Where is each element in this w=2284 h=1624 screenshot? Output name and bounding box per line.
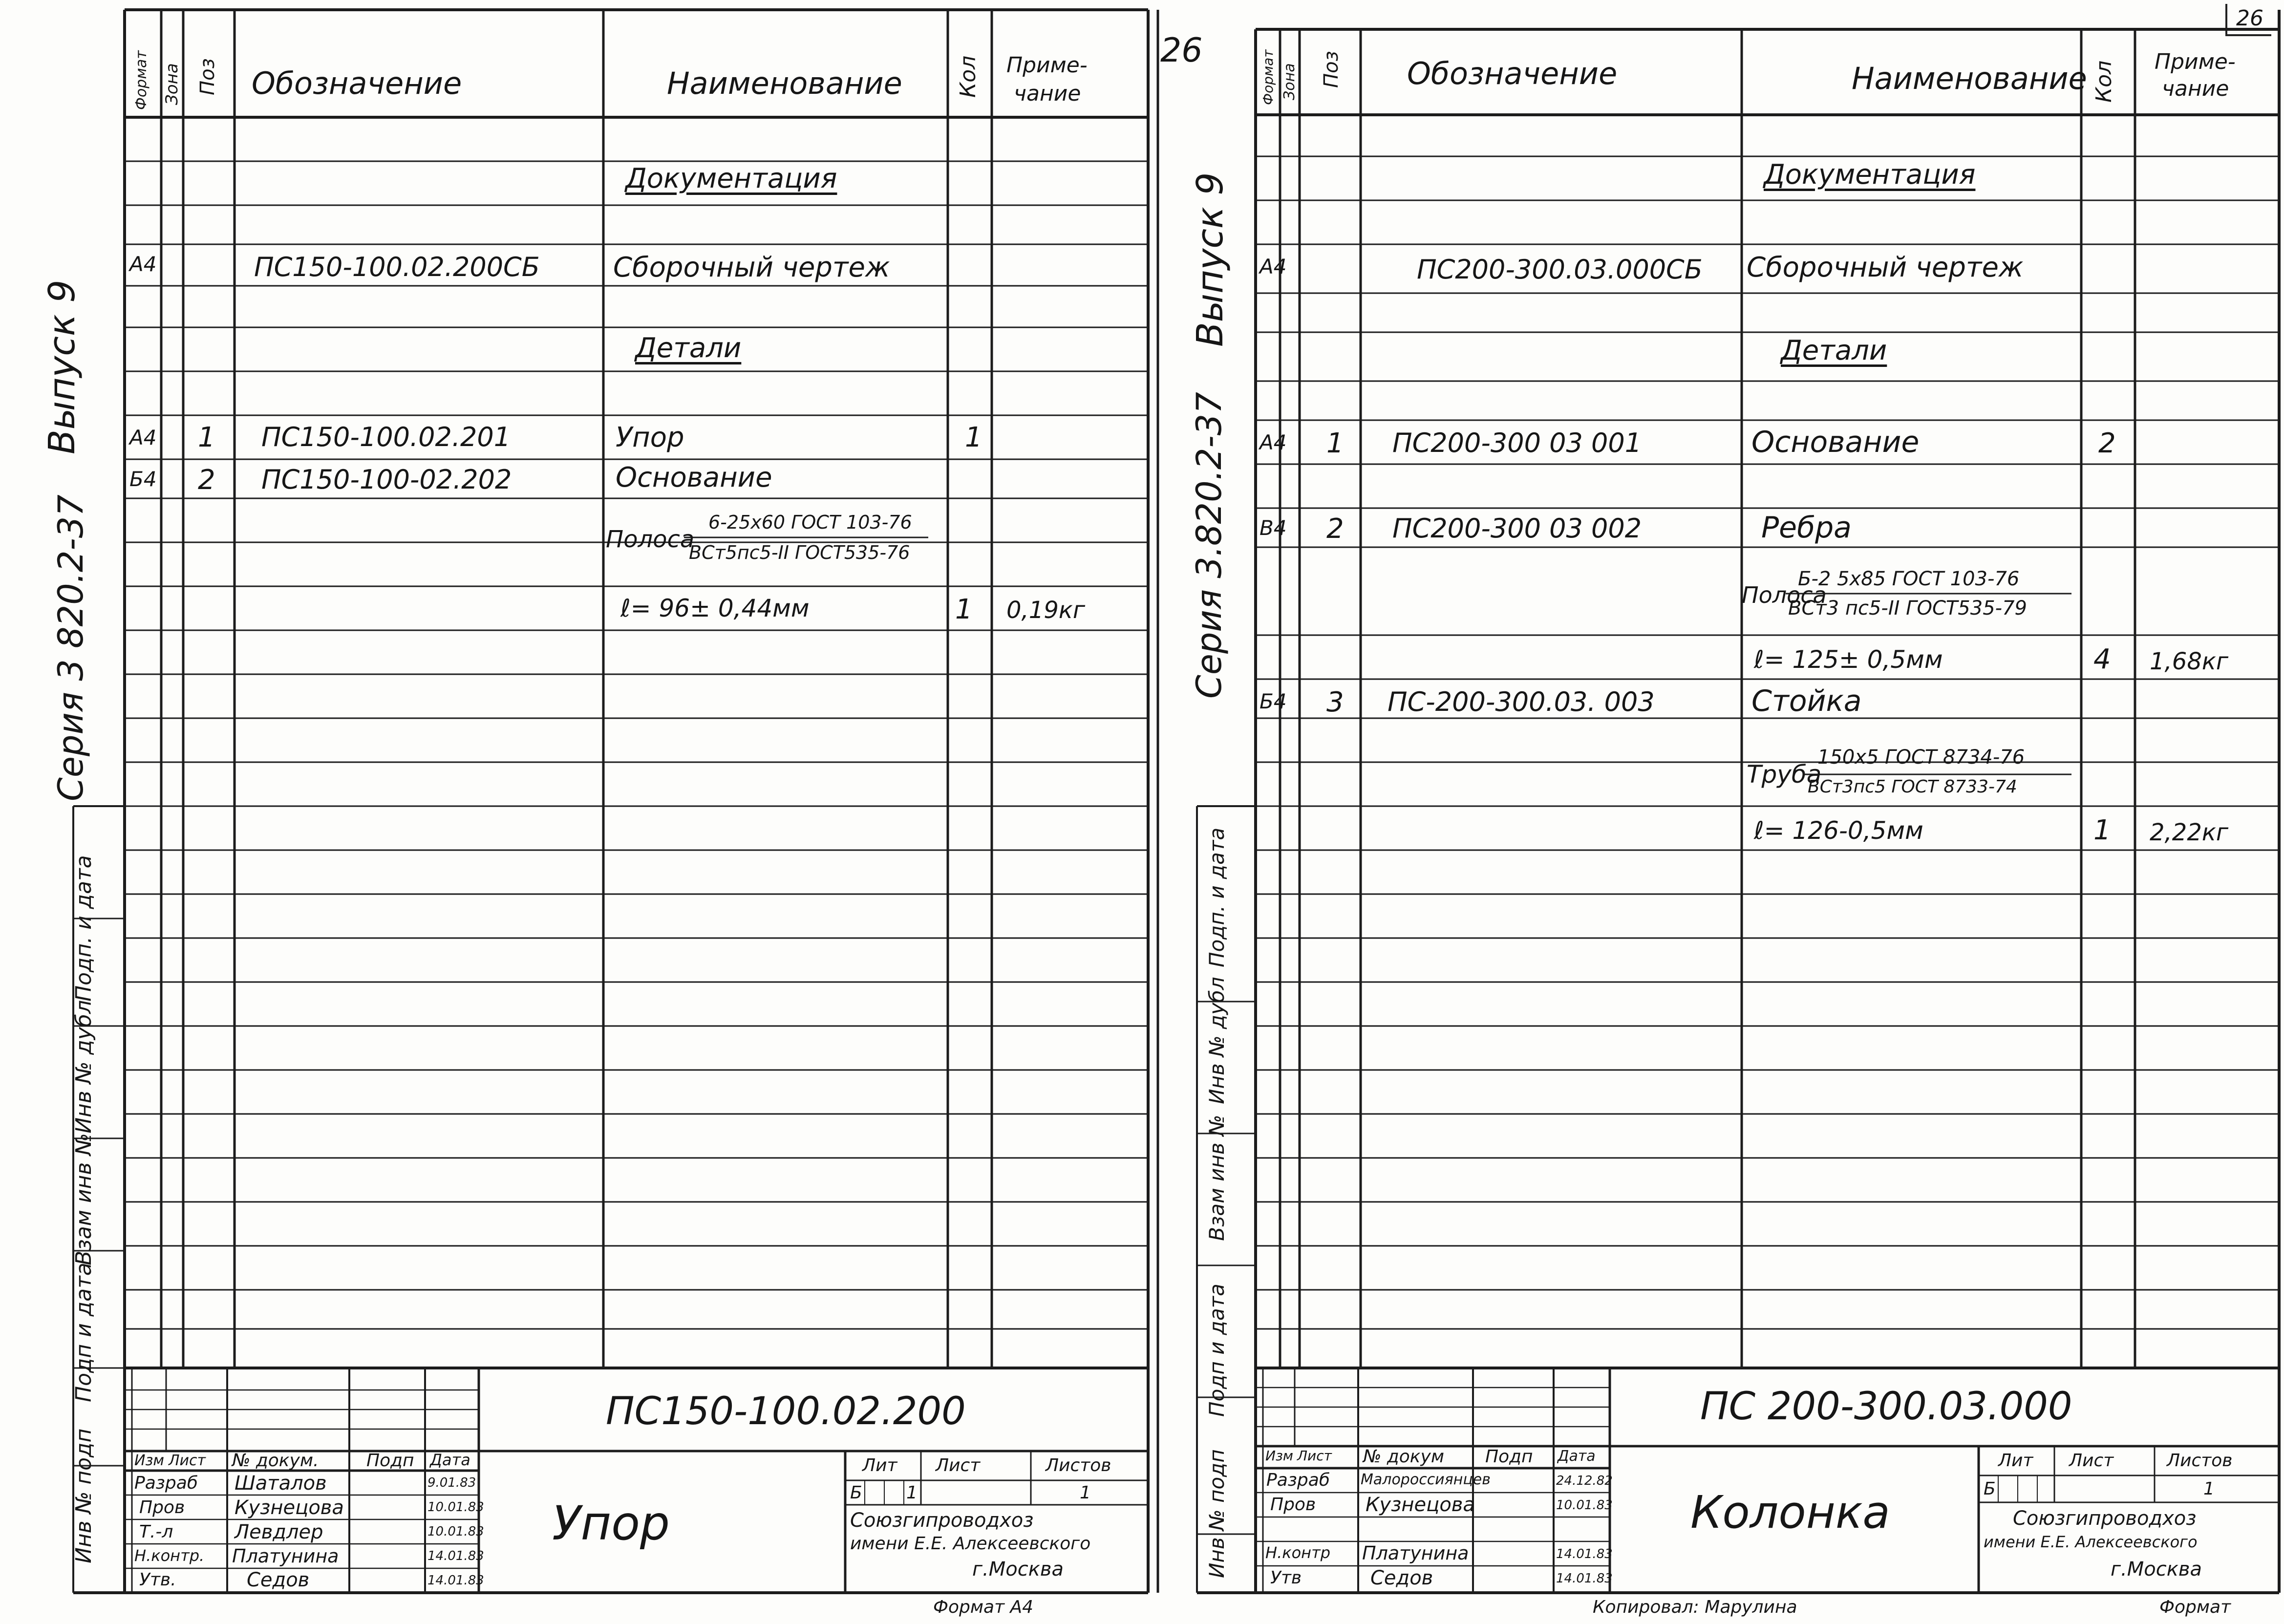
tb-role-1: Разраб xyxy=(134,1473,198,1493)
r-row-1-name: Основание xyxy=(1751,425,1920,459)
r-material2-bottom: ВСт3пс5 ГОСТ 8733-74 xyxy=(1808,777,2017,797)
tb-col-podp: Подп xyxy=(366,1451,414,1471)
r-row-2-designation: ПС200-300 03 002 xyxy=(1392,513,1642,544)
r-tb-role-1: Разраб xyxy=(1266,1470,1330,1490)
tb-date-4: 14.01.83 xyxy=(427,1549,484,1563)
row-1-qty: 1 xyxy=(965,422,982,453)
header-oboznachenie: Обозначение xyxy=(252,65,462,101)
tb-role-4: Н.контр. xyxy=(134,1546,205,1565)
vypusk-label-left: Выпуск 9 xyxy=(41,279,83,454)
r-tb-org-1: Союзгипроводхоз xyxy=(2013,1507,2197,1530)
tb-col-izm: Изм xyxy=(134,1452,165,1469)
r-tb-date-4: 14.01.83 xyxy=(1556,1547,1613,1561)
length-value: ℓ= 96± 0,44мм xyxy=(620,594,810,622)
tb-col-list: Лист xyxy=(169,1452,206,1469)
stamp-podp-data-2: Подп и дата xyxy=(71,1262,96,1402)
r-tb-date-2: 10.01.83 xyxy=(1556,1498,1613,1513)
tb-org-2: имени Е.Е. Алексеевского xyxy=(850,1534,1091,1554)
row-doc-format: А4 xyxy=(129,252,157,276)
r-length1: ℓ= 125± 0,5мм xyxy=(1754,645,1943,674)
r-row-3-format: Б4 xyxy=(1259,689,1287,713)
r-format-label: Формат xyxy=(2159,1597,2231,1617)
r-tb-col-izm: Изм xyxy=(1265,1448,1293,1464)
material-bottom: ВСт5пс5-II ГОСТ535-76 xyxy=(689,542,910,563)
r-tb-name-1: Малороссиянцев xyxy=(1361,1471,1491,1488)
stamp-inv-dubl-c: Инв № дубл xyxy=(1205,977,1229,1104)
r-row-1-poz: 1 xyxy=(1326,427,1344,459)
r-row-doc-designation: ПС200-300.03.000СБ xyxy=(1417,254,1703,285)
r-material1-word: Полоса xyxy=(1742,582,1827,608)
r-header-oboznachenie: Обозначение xyxy=(1407,56,1618,91)
r-length2-qty: 1 xyxy=(2093,814,2111,846)
r-tb-col-podp: Подп xyxy=(1485,1447,1533,1467)
r-tb-designation: ПС 200-300.03.000 xyxy=(1700,1385,2072,1429)
tb-designation: ПС150-100.02.200 xyxy=(606,1389,966,1433)
r-tb-date-5: 14.01.83 xyxy=(1556,1571,1613,1586)
stamp-vzam-inv: Взам инв № xyxy=(71,1133,96,1265)
r-tb-product-name: Колонка xyxy=(1690,1486,1890,1539)
r-row-1-format: А4 xyxy=(1259,430,1287,454)
header-format: Формат xyxy=(133,50,150,110)
r-length1-qty: 4 xyxy=(2093,643,2111,675)
r-material2-word: Труба xyxy=(1747,760,1822,789)
format-label: Формат А4 xyxy=(933,1597,1034,1617)
tb-name-2: Кузнецова xyxy=(235,1496,344,1519)
r-tb-col-list: Лист xyxy=(1297,1448,1332,1464)
r-header-naimenovanie: Наименование xyxy=(1852,61,2087,96)
r-row-3-poz: 3 xyxy=(1326,686,1344,718)
tb-list: Лист xyxy=(936,1455,981,1475)
r-tb-listov: Листов xyxy=(2167,1451,2233,1471)
r-header-zona: Зона xyxy=(1281,63,1298,100)
header-primechanie-2: чание xyxy=(1014,81,1081,106)
r-copied-by: Копировал: Марулина xyxy=(1593,1597,1797,1617)
r-row-1-designation: ПС200-300 03 001 xyxy=(1392,427,1642,458)
tb-name-5: Седов xyxy=(247,1569,310,1591)
sheet-number-mid: 26 xyxy=(1160,31,1203,70)
seriya-label-center: Серия 3.820.2-37 xyxy=(1189,392,1229,699)
section-parts: Детали xyxy=(635,332,742,364)
r-header-primechanie-1: Приме- xyxy=(2155,49,2236,74)
row-doc-designation: ПС150-100.02.200СБ xyxy=(254,252,540,282)
header-poz: Поз xyxy=(196,58,219,95)
r-row-1-qty: 2 xyxy=(2098,427,2116,459)
tb-role-3: Т.-л xyxy=(139,1522,173,1542)
r-tb-listov-value: 1 xyxy=(2203,1479,2215,1499)
length-qty: 1 xyxy=(955,594,973,625)
row-2-format: Б4 xyxy=(129,467,157,491)
stamp-podp-data-1: Подп. и дата xyxy=(71,855,96,1002)
tb-listov-value: 1 xyxy=(1080,1483,1091,1503)
r-header-format: Формат xyxy=(1260,49,1276,105)
r-tb-col-data: Дата xyxy=(1558,1448,1596,1465)
r-length2-note: 2,22кг xyxy=(2150,819,2229,846)
r-material1-top: Б-2 5х85 ГОСТ 103-76 xyxy=(1798,568,2020,590)
r-tb-date-1: 24.12.82 xyxy=(1556,1474,1613,1488)
r-section-parts: Детали xyxy=(1781,335,1887,366)
tb-name-1: Шаталов xyxy=(235,1472,327,1495)
r-tb-col-doc: № докум xyxy=(1363,1447,1445,1467)
tb-date-5: 14.01.83 xyxy=(427,1573,484,1588)
seriya-label-left: Серия 3 820.2-37 xyxy=(51,494,91,801)
r-tb-lit: Лит xyxy=(1998,1451,2033,1471)
r-tb-org-3: г.Москва xyxy=(2111,1558,2202,1581)
tb-lit: Лит xyxy=(862,1455,897,1475)
length-note: 0,19кг xyxy=(1006,597,1086,624)
vypusk-label-center: Выпуск 9 xyxy=(1189,172,1231,347)
row-doc-name: Сборочный чертеж xyxy=(613,252,890,283)
stamp-inv-podp: Инв № подп xyxy=(71,1428,96,1563)
r-length2: ℓ= 126-0,5мм xyxy=(1754,816,1923,845)
tb-org-1: Союзгипроводхоз xyxy=(850,1509,1034,1532)
r-row-2-poz: 2 xyxy=(1326,513,1344,545)
row-1-poz: 1 xyxy=(198,422,215,453)
r-row-3-name: Стойка xyxy=(1751,684,1862,718)
r-section-documentation: Документация xyxy=(1764,159,1976,191)
row-2-designation: ПС150-100-02.202 xyxy=(261,464,512,495)
material-word: Полоса xyxy=(606,526,695,553)
header-primechanie-1: Приме- xyxy=(1006,53,1088,78)
header-zona: Зона xyxy=(162,63,182,105)
r-tb-role-4: Н.контр xyxy=(1265,1543,1331,1562)
r-row-doc-name: Сборочный чертеж xyxy=(1747,252,2024,283)
row-1-designation: ПС150-100.02.201 xyxy=(261,422,511,452)
tb-name-4: Платунина xyxy=(232,1545,339,1567)
r-row-2-name: Ребра xyxy=(1761,511,1852,545)
tb-list-value: 1 xyxy=(906,1483,918,1503)
tb-col-doc: № докум. xyxy=(232,1451,319,1471)
tb-org-3: г.Москва xyxy=(972,1558,1064,1581)
page-number: 26 xyxy=(2236,6,2263,31)
stamp-inv-podp-c: Инв № подп xyxy=(1205,1449,1229,1578)
r-row-2-format: В4 xyxy=(1259,516,1287,540)
row-1-name: Упор xyxy=(616,422,684,453)
stamp-podp-data-c2: Подп и дата xyxy=(1205,1283,1229,1417)
r-header-poz: Поз xyxy=(1320,51,1343,88)
r-row-3-designation: ПС-200-300.03. 003 xyxy=(1387,686,1655,717)
tb-lit-value: Б xyxy=(850,1483,862,1503)
tb-role-5: Утв. xyxy=(139,1570,176,1590)
r-tb-role-5: Утв xyxy=(1270,1568,1302,1588)
row-2-name: Основание xyxy=(616,462,772,493)
tb-col-data: Дата xyxy=(430,1451,470,1469)
r-row-doc-format: А4 xyxy=(1259,255,1287,278)
tb-product-name: Упор xyxy=(552,1496,670,1551)
material-top: 6-25х60 ГОСТ 103-76 xyxy=(708,512,912,533)
r-material1-bottom: ВСт3 пс5-II ГОСТ535-79 xyxy=(1788,597,2027,620)
r-tb-name-4: Платунина xyxy=(1362,1542,1469,1564)
header-naimenovanie: Наименование xyxy=(667,65,902,101)
stamp-vzam-inv-c: Взам инв № xyxy=(1205,1114,1229,1241)
r-tb-org-2: имени Е.Е. Алексеевского xyxy=(1984,1533,2198,1551)
right-sheet xyxy=(1153,0,2284,1624)
stamp-inv-dubl: Инв № дубл xyxy=(71,1000,96,1133)
r-tb-lit-value: Б xyxy=(1984,1479,1996,1499)
r-header-primechanie-2: чание xyxy=(2162,76,2229,101)
right-sheet-grid xyxy=(1153,0,2284,1624)
tb-listov: Листов xyxy=(1046,1455,1111,1475)
r-tb-role-2: Пров xyxy=(1270,1495,1316,1515)
r-tb-name-5: Седов xyxy=(1370,1567,1433,1589)
header-kol: Кол xyxy=(956,55,981,98)
tb-role-2: Пров xyxy=(139,1497,185,1517)
row-1-format: А4 xyxy=(129,426,157,449)
r-length1-note: 1,68кг xyxy=(2150,648,2229,675)
r-tb-list: Лист xyxy=(2069,1451,2114,1471)
tb-name-3: Левдлер xyxy=(235,1521,323,1543)
section-documentation: Документация xyxy=(625,163,837,194)
row-2-poz: 2 xyxy=(198,464,215,496)
tb-date-2: 10.01.83 xyxy=(427,1500,484,1515)
r-header-kol: Кол xyxy=(2092,60,2116,103)
r-tb-name-2: Кузнецова xyxy=(1366,1494,1475,1516)
r-material2-top: 150х5 ГОСТ 8734-76 xyxy=(1817,746,2025,769)
tb-date-1: 9.01.83 xyxy=(427,1475,476,1490)
stamp-podp-data-c1: Подп. и дата xyxy=(1205,827,1229,967)
tb-date-3: 10.01.83 xyxy=(427,1524,484,1539)
